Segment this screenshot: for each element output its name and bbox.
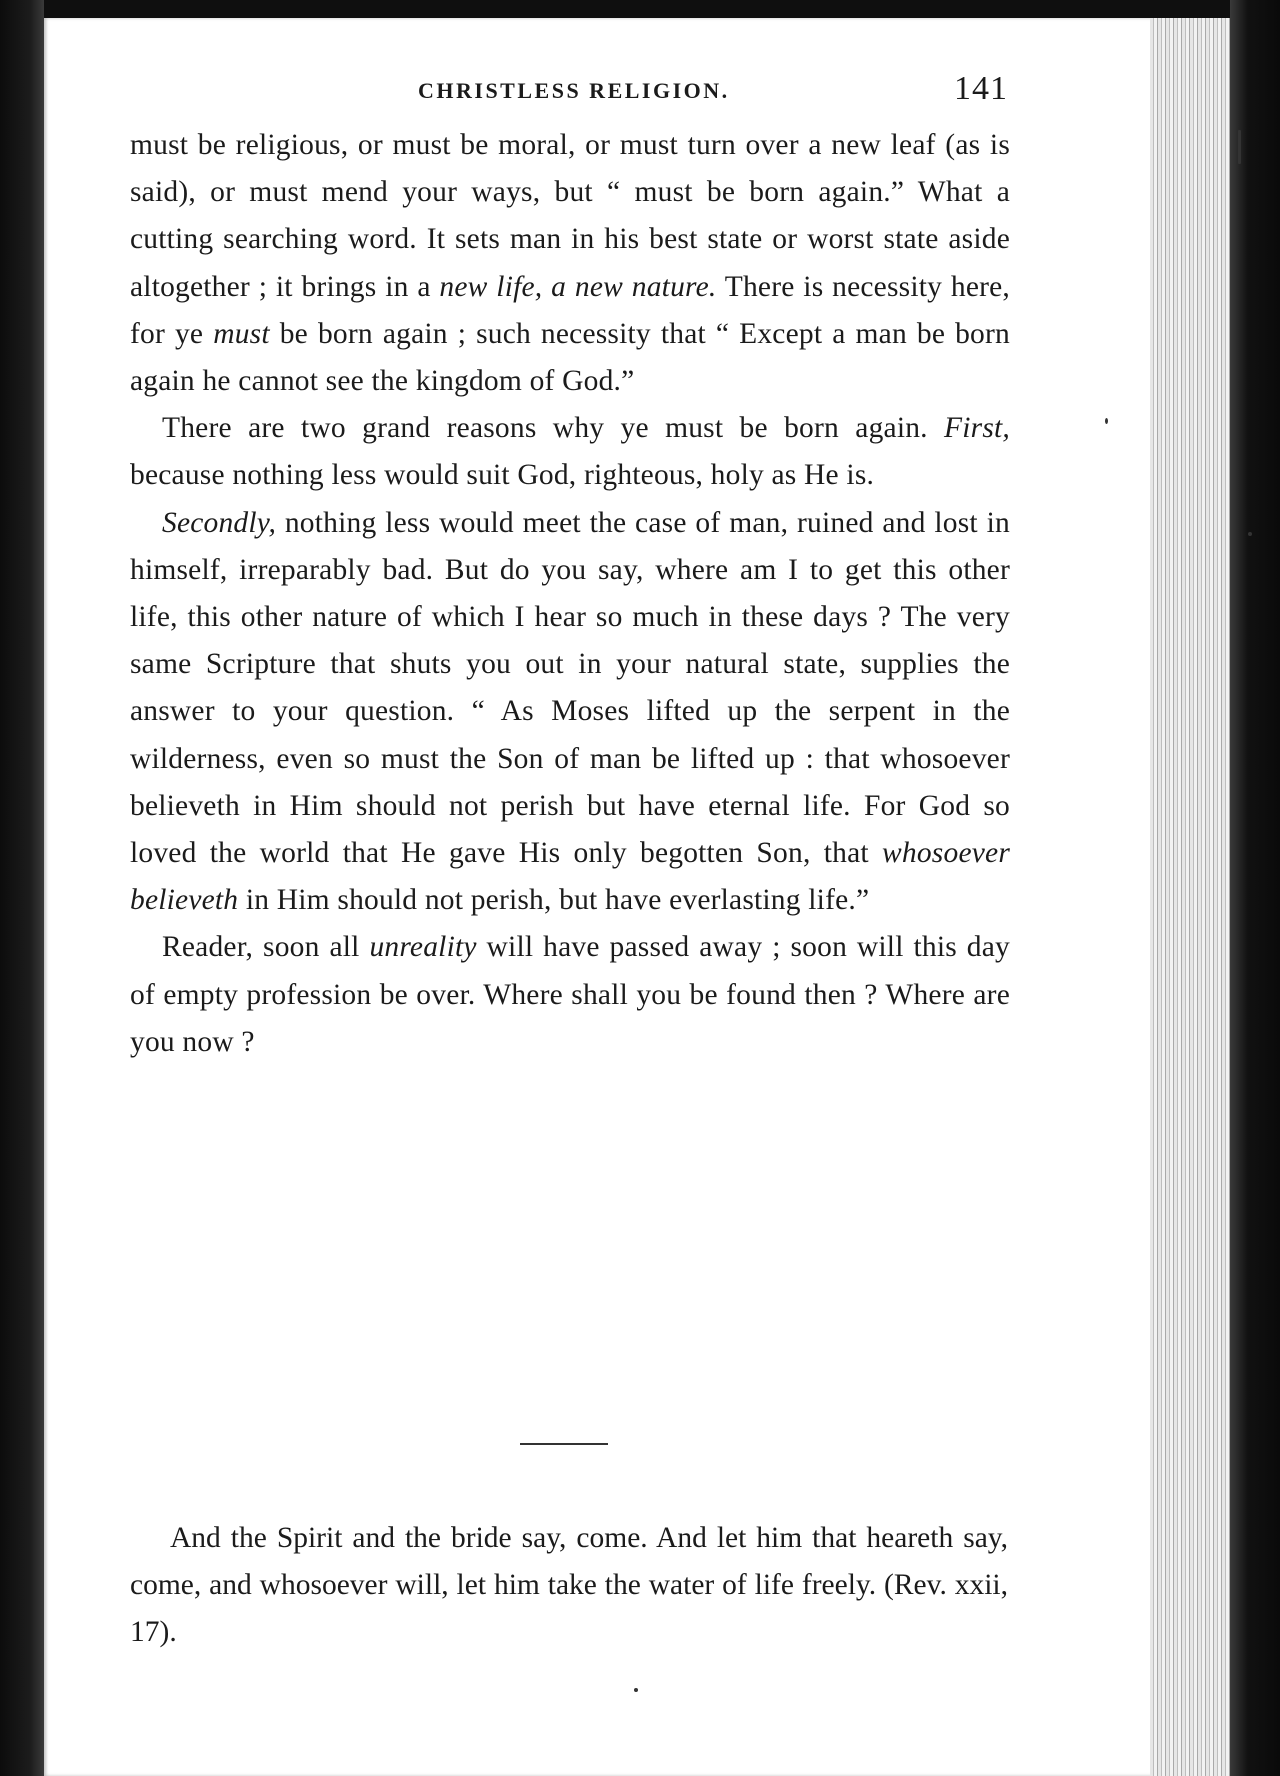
scan-mark [1238,130,1241,164]
paragraph-1-text-1: must be religious, or must be moral, or must turn over a new leaf (as is said), or must mend your ways, but “ must be born again.” What a cutting searching word. It sets man in his best state or worst state aside altogether ; it brings in a [130,129,1010,303]
scan-speck [634,1688,638,1692]
paragraph-4-text-2: will have passed away ; soon will this day of empty profession be over. Where shall you be found then ? Where are you now ? [130,931,1011,1058]
running-head-title: CHRISTLESS RELIGION. [418,78,730,103]
page-number: 141 [954,70,1008,107]
running-head [130,70,1010,120]
scan-speck [1248,532,1252,536]
scan-left-border [0,0,44,1776]
paragraph-3-italic-1: Secondly, [162,506,277,539]
body-text [130,122,1010,1066]
paragraph-4-italic-1: unreality [369,931,477,964]
paragraph-3-italic-2: whosoever believeth [130,837,1010,917]
paragraph-2 [130,405,1010,499]
section-divider-rule [520,1443,608,1445]
paragraph-3-text-1: nothing less would meet the case of man, ruined and lost in himself, irreparably bad. But do you say, where am I to get this other life, this other nature of which I hear so much in these days ? The very same Scripture that shuts you out in your natural state, supplies the answer to your question. “ As Moses lifted up the serpent in the wilderness, even so must the Son of man be lifted up : that whosoever believeth in Him should not perish but have eternal life. For God so loved the world that He gave His only begotten Son, that [130,506,1010,870]
paragraph-1-italic-1: new life, a new nature. [439,270,717,303]
paragraph-2-text-2: because nothing less would suit God, righteous, holy as He is. [130,459,875,492]
paragraph-1 [130,122,1010,405]
paragraph-1-text-2: There is necessity here, for ye [130,270,1010,350]
page-stack-edges [1150,18,1232,1776]
paragraph-3-text-2: in Him should not perish, but have everlasting life.” [238,884,870,917]
paragraph-4-text-1: Reader, soon all [162,931,370,964]
paragraph-4 [130,924,1010,1066]
paragraph-1-italic-2: must [213,317,270,350]
scan-top-border [0,0,1280,20]
paragraph-1-text-3: be born again ; such necessity that “ Except a man be born again he cannot see the kingdom of God.” [130,317,1010,398]
closing-quote: And the Spirit and the bride say, come. And let him that heareth say, come, and whosoever will, let him take the water of life freely. (Rev. xxii, 17). [130,1521,1008,1648]
scan-speck [1105,418,1108,424]
paragraph-2-italic-1: First, [944,412,1010,445]
scan-right-border [1230,0,1280,1776]
paragraph-3 [130,500,1010,925]
paragraph-2-text-1: There are two grand reasons why ye must be born again. [162,412,945,445]
